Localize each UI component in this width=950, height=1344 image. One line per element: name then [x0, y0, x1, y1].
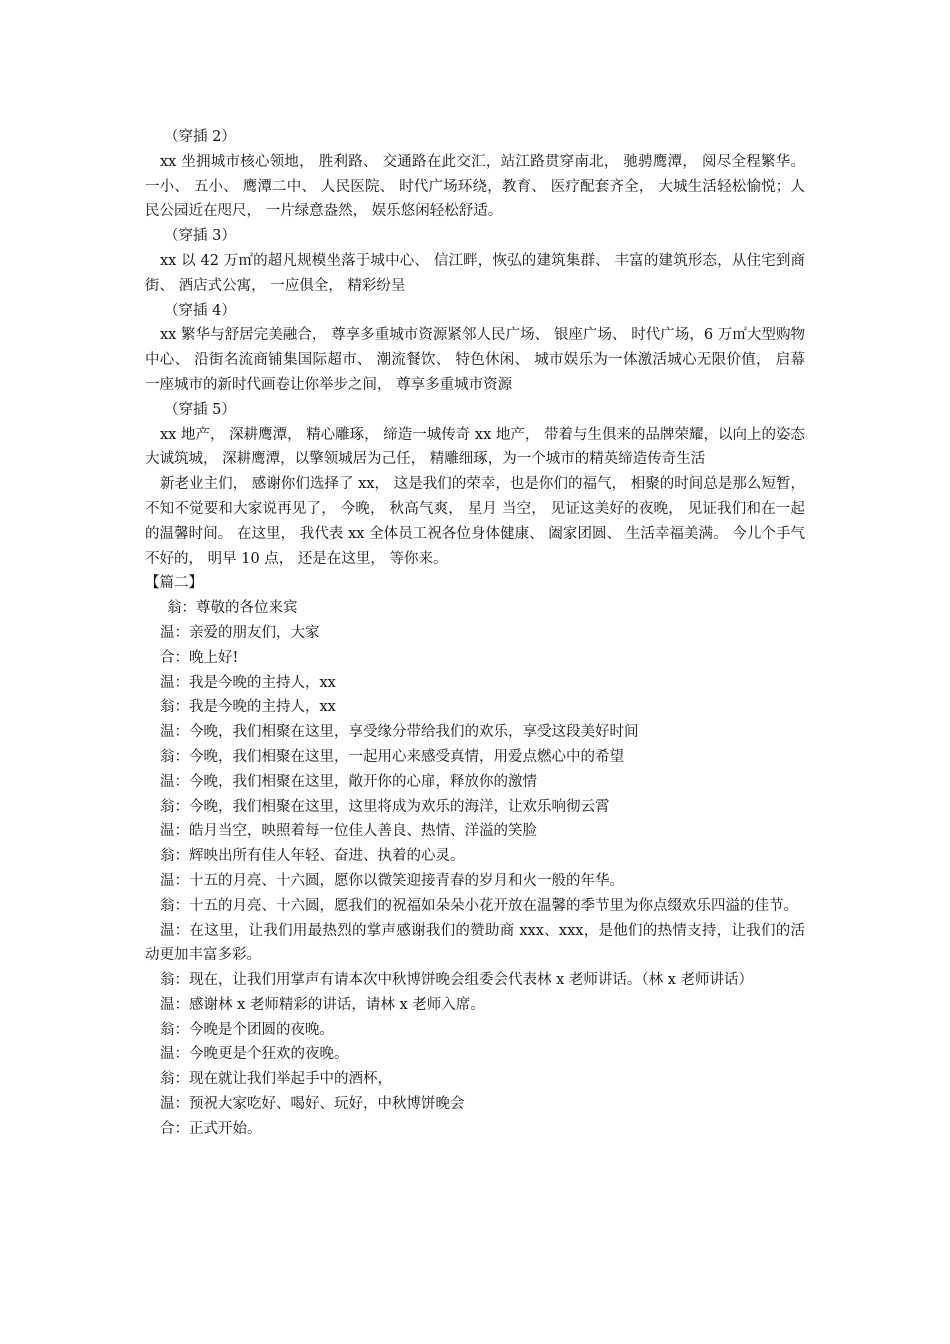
dialogue-line: 温：预祝大家吃好、喝好、玩好，中秋博饼晚会 — [160, 1096, 465, 1113]
section-heading: 【篇二】 — [145, 575, 203, 592]
dialogue-line: 温：亲爱的朋友们，大家 — [160, 624, 320, 641]
dialogue-line: 温：十五的月亮、十六圆，愿你以微笑迎接青春的岁月和火一般的年华。 — [160, 872, 624, 889]
dialogue-line: 温：今晚更是个狂欢的夜晚。 — [160, 1046, 349, 1063]
insert-note: （穿插 2） — [164, 129, 236, 145]
insert-note: （穿插 3） — [164, 228, 236, 245]
dialogue-line: 温：在这里，让我们用最热烈的掌声感谢我们的赞助商 xxx、xxx，是他们的热情支持，让我们的活动更加丰富多彩。 — [145, 922, 805, 964]
dialogue-line: 翁：今晚是个团圆的夜晚。 — [160, 1021, 334, 1038]
dialogue-line: 温：今晚，我们相聚在这里，享受缘分带给我们的欢乐，享受这段美好时间 — [160, 724, 639, 741]
paragraph: xx 繁华与舒居完美融合， 尊享多重城市资源紧邻人民广场、 银座广场、 时代广场，6 万㎡大型购物中心、 沿街名流商铺集国际超市、 潮流餐饮、 特色休闲、 城市娱乐为一体激活城心无限价值， 启幕一座城市的新时代画卷让你举步之间， 尊享多重城市资源 — [145, 327, 805, 393]
dialogue-line: 合：正式开始。 — [160, 1120, 262, 1137]
dialogue-line: 翁：现在就让我们举起手中的酒杯， — [160, 1071, 392, 1088]
dialogue-line: 翁：十五的月亮、十六圆，愿我们的祝福如朵朵小花开放在温馨的季节里为你点缀欢乐四溢的佳节。 — [160, 897, 798, 914]
dialogue-line: 翁：我是今晚的主持人，xx — [160, 699, 336, 716]
dialogue-line: 温：感谢林 x 老师精彩的讲话，请林 x 老师入席。 — [160, 996, 485, 1013]
paragraph: xx 坐拥城市核心领地， 胜利路、 交通路在此交汇，站江路贯穿南北， 驰骋鹰潭， 阅尽全程繁华。一小、 五小、 鹰潭二中、 人民医院、 时代广场环绕，教育、 医疗配套齐全， 大城生活轻松愉悦；人民公园近在咫尺， 一片绿意盎然， 娱乐悠闲轻松舒适。 — [145, 153, 805, 220]
insert-note: （穿插 5） — [164, 401, 236, 418]
dialogue-line: 合：晚上好! — [160, 649, 239, 666]
closing-paragraph: 新老业主们， 感谢你们选择了 xx， 这是我们的荣幸，也是你们的福气， 相聚的时间总是那么短暂， 不知不觉要和大家说再见了， 今晚， 秋高气爽， 星月 当空， 见证这美好的夜晚， 见证我们和在一起的温馨时间。 在这里， 我代表 xx 全体员工祝各位身体健康、 阖家团圆、 生活幸福美满。 今儿个手气不好的， 明早 10 点， 还是在这里， 等你来。 — [145, 476, 805, 567]
document-page — [145, 125, 805, 1142]
dialogue-line: 翁：尊敬的各位来宾 — [167, 600, 298, 617]
dialogue-line: 翁：今晚，我们相聚在这里，这里将成为欢乐的海洋，让欢乐响彻云霄 — [160, 798, 610, 815]
dialogue-line: 翁：现在，让我们用掌声有请本次中秋博饼晚会组委会代表林 x 老师讲话。（林 x 老师讲话） — [160, 972, 754, 989]
dialogue-list — [145, 596, 805, 1142]
dialogue-line: 温：今晚，我们相聚在这里，敞开你的心扉，释放你的激情 — [160, 773, 537, 790]
insert-note: （穿插 4） — [164, 302, 236, 319]
paragraph: xx 地产， 深耕鹰潭， 精心雕琢， 缔造一城传奇 xx 地产， 带着与生俱来的品牌荣耀，以向上的姿态大诚筑城， 深耕鹰潭，以擎领城居为己任， 精雕细琢，为一个城市的精英缔造传奇生活 — [145, 426, 805, 468]
dialogue-line: 温：我是今晚的主持人，xx — [160, 674, 336, 691]
paragraph: xx 以 42 万㎡的超凡规模坐落于城中心、 信江畔，恢弘的建筑集群、 丰富的建筑形态，从住宅到商街、 酒店式公寓， 一应俱全， 精彩纷呈 — [145, 252, 805, 294]
dialogue-line: 翁：辉映出所有佳人年轻、奋进、执着的心灵。 — [160, 848, 465, 865]
dialogue-line: 翁：今晚，我们相聚在这里，一起用心来感受真情，用爱点燃心中的希望 — [160, 748, 624, 765]
dialogue-line: 温：皓月当空，映照着每一位佳人善良、热情、洋溢的笑脸 — [160, 823, 537, 840]
